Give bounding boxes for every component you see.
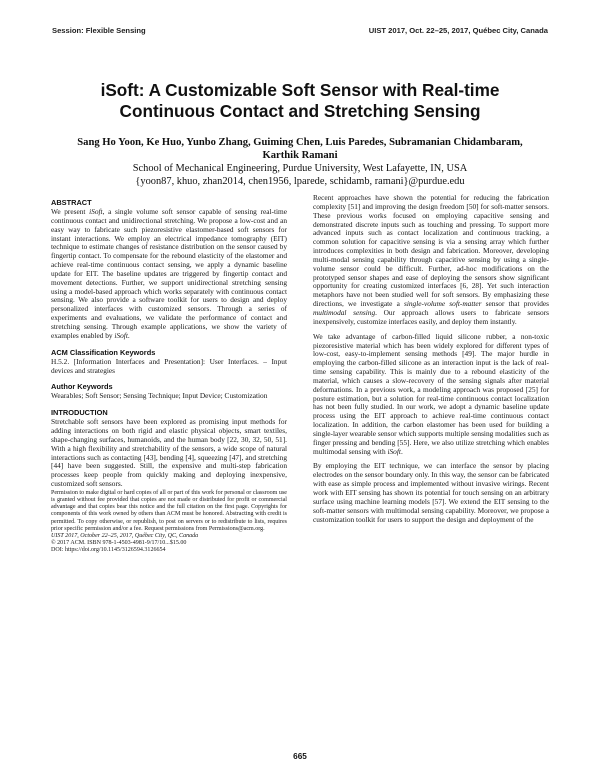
right-column: [313, 194, 549, 524]
venue-line: UIST 2017, October 22–25, 2017, Québec City, QC, Canada: [51, 532, 199, 539]
page-number: 665: [293, 752, 307, 761]
left-column: [51, 198, 287, 554]
isoft-name: iSoft: [89, 207, 103, 216]
title-line-2: Continuous Contact and Stretching Sensing: [119, 100, 481, 121]
body-paragraph-3: By employing the EIT technique, we can interface the sensor by placing electrodes on the sensor boundary only. In this way, the sensor can be fabricated with ease as simple process and implemented without invasive wirings. Recent work with EIT sensing has shown its potential for touch sensing on an arbitrary surface using machine learning models [57]. We extend the EIT sensing to the soft-matter sensors with multimodal sensing capability. Moreover, we propose a customization toolkit for users to support the design and deployment of the: [313, 461, 549, 524]
author-keywords-section: [51, 382, 287, 401]
doi-line: DOI: https://doi.org/10.1145/3126594.3126654: [51, 547, 166, 554]
affiliation: School of Mechanical Engineering, Purdue University, West Lafayette, IN, USA: [132, 163, 468, 174]
body-paragraph-1: Recent approaches have shown the potential for reducing the fabrication complexity [51] and improving the design freedom [50] for soft-matter sensors. These previous works focused on employing capacitive sensing and demonstrated discrete inputs such as touching and pressing. To support more advanced inputs such as contact localization and continuous tracking, a common solution for capacitive sensing is via a sensing array which further introduces complexities in both design and fabrication. Moreover, developing multi-modal sensing capability through capacitive sensing by using a single-volume sensor could be difficult. Further, ad-hoc modifications on the prototyped sensor shapes and ease of deploying the sensors show significant opportunity for creating customized interfaces [6, 28]. Yet such interaction metaphors have not been studied well for soft sensors. By emphasizing these directions, we investigate a single-volume soft-matter sensor that provides multimodal sensing. Our approach allows users to fabricate sensors inexpensively, customize interfaces easily, and deploy them instantly.: [313, 193, 549, 326]
abstract-heading: ABSTRACT: [51, 198, 92, 207]
paper-title: [40, 80, 560, 121]
acm-heading: ACM Classification Keywords: [51, 347, 156, 357]
author-list: [40, 137, 560, 162]
permission-notice: [51, 490, 287, 554]
acm-text: H.5.2. [Information Interfaces and Presentation]: User Interfaces. – Input devices and strategies: [51, 356, 287, 375]
author-emails: {yoon87, khuo, zhan2014, chen1956, lparede, schidamb, ramani}@purdue.edu: [135, 175, 465, 187]
conference-label: UIST 2017, Oct. 22–25, 2017, Québec City, Canada: [368, 26, 548, 35]
affiliation-block: [40, 163, 560, 189]
introduction-heading: INTRODUCTION: [51, 408, 108, 418]
keywords-text: Wearables; Soft Sensor; Sensing Technique; Input Device; Customization: [51, 391, 268, 401]
copyright-line: © 2017 ACM. ISBN 978-1-4503-4981-9/17/10...$15.00: [51, 540, 187, 547]
author-line-1: Sang Ho Yoon, Ke Huo, Yunbo Zhang, Guiming Chen, Luis Paredes, Subramanian Chidambaram,: [77, 137, 523, 148]
running-header: [52, 26, 548, 38]
introduction-text: Stretchable soft sensors have been explored as promising input methods for adding interactions on both rigid and elastic physical objects, smart textiles, shape-changing surfaces, humanoids, and the human body [22, 30, 32, 50, 51]. With a high flexibility and stretchability of the sensors, a wide scope of natural interactions such as contacting [43], bending [4], squeezing [47], and stretching [44] have been suggested. Still, the expensive and multi-step fabrication processes keep people from quickly making and deploying inexpensive, customized soft sensors.: [51, 417, 287, 489]
abstract-section: [51, 198, 287, 341]
introduction-section: [51, 408, 287, 489]
keywords-heading: Author Keywords: [51, 382, 113, 392]
isoft-name: iSoft: [114, 330, 128, 340]
permission-text: Permission to make digital or hard copies of all or part of this work for personal or classroom use is granted without fee provided that copies are not made or distributed for profit or commercial advantage and that copies bear this notice and the full citation on the first page. Copyrights for components of this work owned by others than ACM must be honored. Abstracting with credit is permitted. To copy otherwise, or republish, to post on servers or to redistribute to lists, requires prior specific permission and/or a fee. Request permissions from Permissions@acm.org.: [51, 489, 287, 532]
author-line-2: Karthik Ramani: [262, 149, 338, 161]
abstract-text: We present iSoft, a single volume soft sensor capable of sensing real-time continuous contact and unidirectional stretching. We propose a low-cost and an easy way to fabricate such piezoresistive elastomer-based soft sensors for instant interactions. We employ an electrical impedance tomography (EIT) technique to estimate changes of resistance distribution on the sensor caused by fingertip contact. To compensate for the rebound elasticity of the elastomer and achieve real-time continuous contact sensing, we apply a dynamic baseline update for EIT. The baseline updates are triggered by fingertip contact and movement detections. Further, we support unidirectional stretching sensing using a model-based approach which works separately with continuous contact sensing. We also provide a software toolkit for users to design and deploy personalized interfaces with customized sensors. Through a series of experiments and evaluations, we validate the performance of contact and stretching sensing. Through example applications, we show the variety of examples enabled by iSoft.: [51, 207, 287, 340]
session-label: Session: Flexible Sensing: [52, 26, 146, 35]
acm-classification-section: [51, 348, 287, 376]
body-paragraph-2: We take advantage of carbon-filled liquid silicone rubber, a non-toxic piezoresistive material which has been widely explored for different types of low-cost, easy-to-implement sensing methods [49]. The major hurdle in employing the carbon-filled silicone as an interaction input is the lack of real-time sensing capability. This is mainly due to a rebound elasticity of the material, which causes a slow-recovery of the sensing signals after material deformations. In a previous work, a modeling approach was proposed [25] for posture estimation, but a solution for real-time continuous contact localization has not been fully studied. In our work, we adopt a dynamic baseline update process using the EIT approach to achieve real-time continuous contact localization. In addition, the carbon elastomer has been used for building a single-layer wearable sensor which supports multiple sensing modalities such as finger pressing and bending [55]. Here, we also utilize stretching which enables multimodal sensing with iSoft.: [313, 331, 549, 456]
title-line-1: iSoft: A Customizable Soft Sensor with Real-time: [100, 80, 500, 100]
isoft-name: iSoft: [387, 446, 401, 456]
